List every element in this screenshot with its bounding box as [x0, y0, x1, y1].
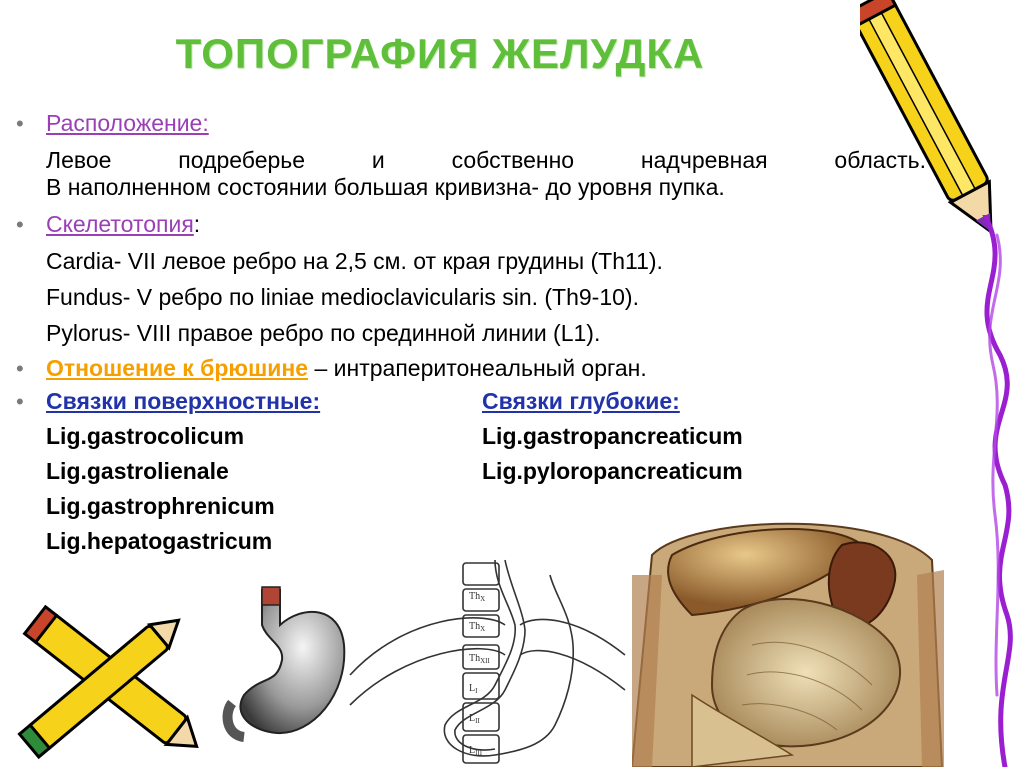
- page-title: ТОПОГРАФИЯ ЖЕЛУДКА: [175, 30, 705, 77]
- peritoneum-text: – интраперитонеальный орган.: [308, 355, 647, 381]
- bullet-dot: •: [16, 356, 24, 381]
- ligament-left: Lig.gastrophrenicum: [46, 493, 275, 519]
- location-line-2: В наполненном состоянии большая кривизна- до уровня пупка.: [46, 174, 725, 200]
- skeletotopy-cardia: Cardia- VII левое ребро на 2,5 см. от края грудины (Th11).: [46, 248, 663, 274]
- peritoneum-heading: Отношение к брюшине: [46, 355, 309, 381]
- stomach-illustration: [222, 585, 350, 750]
- deep-ligaments-heading: Связки глубокие:: [482, 388, 680, 414]
- vertebra-label: $L_{II}$: [469, 713, 480, 725]
- vertebra-label: $Th_X$: [469, 591, 486, 603]
- ligament-left: Lig.gastrocolicum: [46, 423, 245, 449]
- anatomy-photo: [632, 515, 944, 767]
- content-body: [14, 108, 944, 557]
- superficial-ligaments-heading: Связки поверхностные:: [46, 388, 321, 414]
- skeletotopy-pylorus: Pylorus- VIII правое ребро по срединной линии (L1).: [46, 320, 601, 346]
- bullet-ligaments: [14, 386, 944, 417]
- vertebra-label: $Th_{XII}$: [469, 653, 490, 665]
- ligaments-row-1: [14, 421, 944, 452]
- location-heading: Расположение:: [46, 110, 209, 136]
- ligament-right: Lig.pyloropancreaticum: [482, 458, 743, 484]
- vertebra-label: $L_{III}$: [469, 745, 483, 757]
- pencil-icon: [0, 600, 215, 767]
- bullet-skeletotopy: [14, 209, 944, 240]
- ligament-left: Lig.gastrolienale: [46, 458, 229, 484]
- vertebra-label: $Th_X$: [469, 621, 486, 633]
- ligaments-row-2: [14, 456, 944, 487]
- bullet-dot: •: [16, 111, 24, 136]
- bullet-dot: •: [16, 212, 24, 237]
- skeletotopy-colon: :: [193, 211, 201, 237]
- pencil-icon: [860, 0, 1010, 250]
- vertebra-label: $L_I$: [469, 683, 478, 695]
- skeletotopy-heading: Скелетотопия: [46, 211, 194, 237]
- ligament-right: Lig.gastropancreaticum: [482, 423, 743, 449]
- purple-scribble: [945, 215, 1024, 767]
- spine-diagram: [345, 555, 630, 767]
- location-line-1: Левое подреберье и собственно надчревная область.: [46, 147, 926, 173]
- skeletotopy-fundus: Fundus- V ребро по liniae medioclavicularis sin. (Th9-10).: [46, 284, 639, 310]
- bullet-peritoneum: [14, 353, 944, 384]
- bullet-dot: •: [16, 389, 24, 414]
- bullet-location: [14, 108, 944, 139]
- ligament-left: Lig.hepatogastricum: [46, 528, 273, 554]
